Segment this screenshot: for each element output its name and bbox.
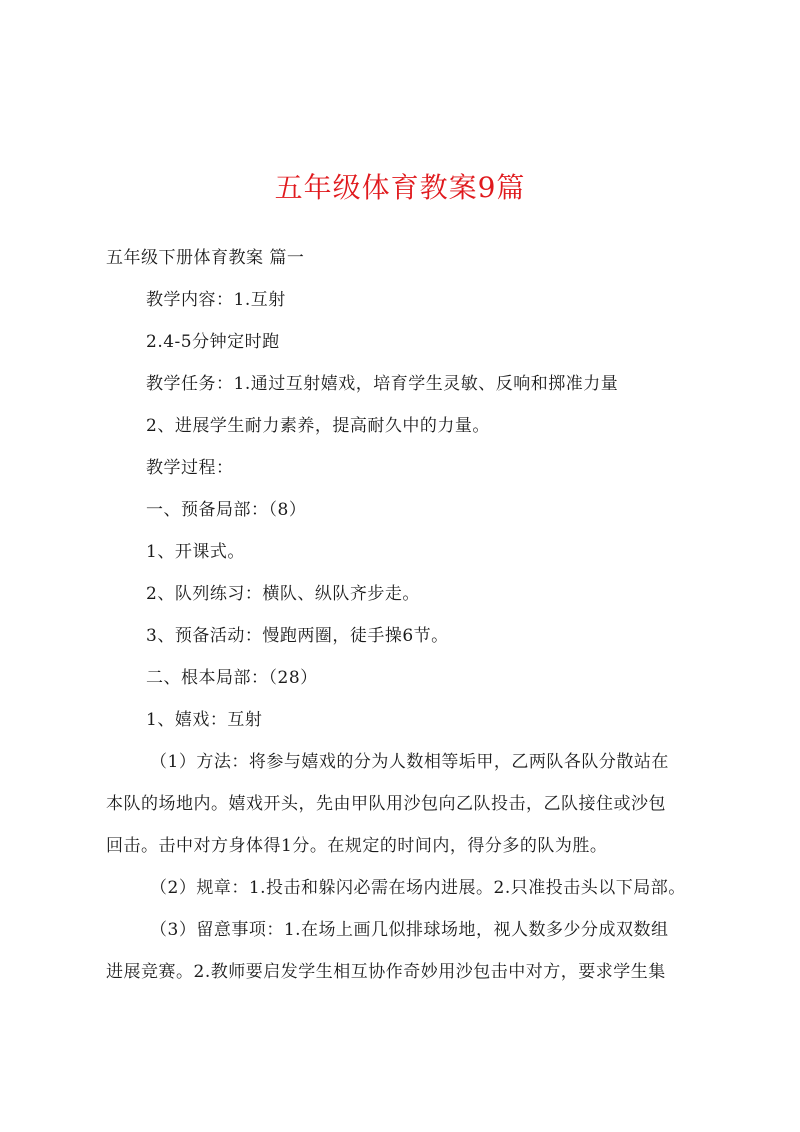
text-line: 2、进展学生耐力素养，提高耐久中的力量。 (146, 416, 490, 436)
text-line: 教学过程： (146, 458, 234, 478)
text-line: 3、预备活动：慢跑两圈，徒手操6节。 (146, 626, 449, 646)
paragraph-line: 回击。击中对方身体得1分。在规定的时间内，得分多的队为胜。 (106, 836, 608, 856)
text-line: 教学内容：1.互射 (146, 290, 286, 310)
text-line: 2.4-5分钟定时跑 (146, 332, 280, 352)
paragraph-line: （2）规章：1.投击和躲闪必需在场内进展。2.只准投击头以下局部。 (150, 878, 686, 898)
text-line: 一、预备局部：（8） (146, 500, 307, 520)
section-heading: 五年级下册体育教案 篇一 (106, 248, 305, 268)
document-title: 五年级体育教案9篇 (274, 171, 526, 204)
paragraph-line: （3）留意事项：1.在场上画几似排球场地，视人数多少分成双数组 (150, 920, 669, 940)
paragraph-line: 本队的场地内。嬉戏开头，先由甲队用沙包向乙队投击，乙队接住或沙包 (106, 794, 666, 814)
text-line: 1、开课式。 (146, 542, 245, 562)
text-line: 2、队列练习：横队、纵队齐步走。 (146, 584, 420, 604)
paragraph-line: （1）方法：将参与嬉戏的分为人数相等垢甲，乙两队各队分散站在 (150, 752, 669, 772)
text-line: 教学任务：1.通过互射嬉戏，培育学生灵敏、反响和掷准力量 (146, 374, 619, 394)
text-line: 1、嬉戏：互射 (146, 710, 263, 730)
paragraph-line: 进展竞赛。2.教师要启发学生相互协作奇妙用沙包击中对方，要求学生集 (106, 962, 666, 982)
text-line: 二、根本局部：（28） (146, 668, 318, 688)
